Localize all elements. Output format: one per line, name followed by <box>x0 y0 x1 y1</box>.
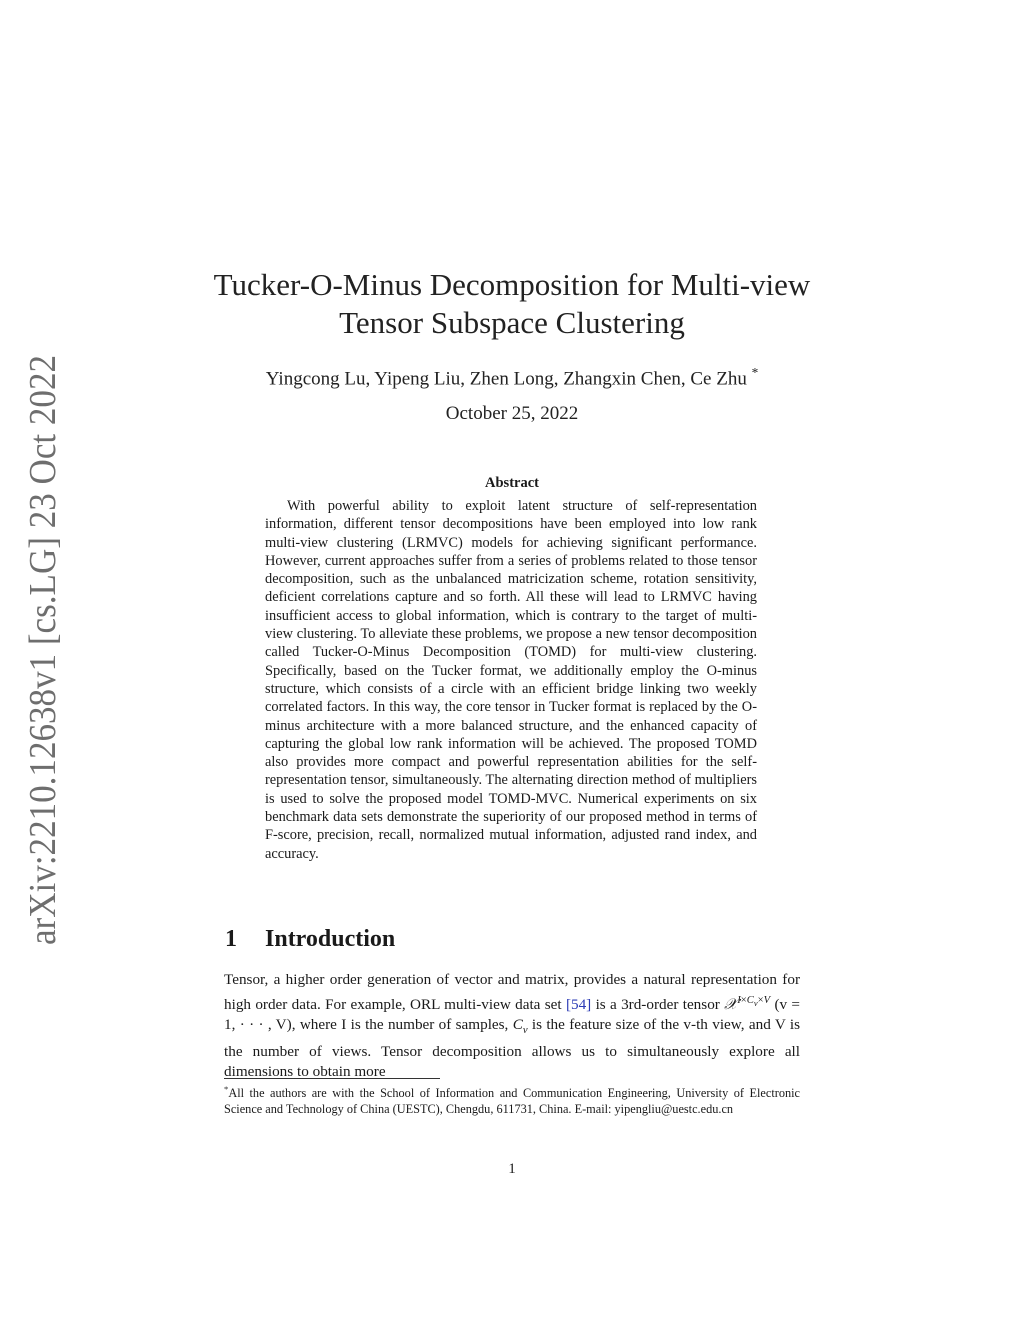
page-number: 1 <box>508 1161 516 1177</box>
paper-title-line-2: Tensor Subspace Clustering <box>339 305 685 340</box>
tensor-symbol: 𝒳$^{I\times C_v\times V}$ <box>724 994 771 1013</box>
intro-text-3: (v = 1, · · · , V), where I is the number of samples, <box>224 995 800 1034</box>
author-list <box>0 365 1024 390</box>
section-heading <box>225 926 395 953</box>
intro-text-2: is a 3rd-order tensor <box>591 995 725 1013</box>
arxiv-id-text: arXiv:2210.12638v1 [cs.LG] 23 Oct 2022 <box>22 305 64 945</box>
author-names: Yingcong Lu, Yipeng Liu, Zhen Long, Zhangxin Chen, Ce Zhu <box>265 368 747 390</box>
citation-link[interactable]: [54] <box>565 995 592 1013</box>
intro-text-1: Tensor, a higher order generation of vector and matrix, provides a natural representation for high order data. For example, ORL multi-view data set <box>224 971 800 1013</box>
cv-symbol: $C_v$ <box>512 1016 528 1037</box>
author-footnote-mark: * <box>751 365 759 380</box>
section-number: 1 <box>225 926 237 952</box>
paper-title-line-1: Tucker-O-Minus Decomposition for Multi-view <box>213 267 811 302</box>
footnote-mark: * <box>224 1084 229 1094</box>
footnote <box>224 1082 800 1117</box>
section-title: Introduction <box>265 926 396 952</box>
abstract-text: With powerful ability to exploit latent structure of self-representation information, different tensor decompositions have been employed into low rank multi-view clustering (LRMVC) models for achieving significant performance. However, current approaches suffer from a series of problems related to those tensor decomposition, such as the unbalanced matricization scheme, rotation sensitivity, deficient correlations capture and so forth. All these will lead to LRMVC having insufficient access to global information, which is contrary to the target of multi-view clustering. To alleviate these problems, we propose a new tensor decomposition called Tucker-O-Minus Decomposition (TOMD) for multi-view clustering. Specifically, based on the Tucker format, we additionally employ the O-minus structure, which consists of a circle with an efficient bridge linking two weekly correlated factors. In this way, the core tensor in Tucker format is replaced by the O-minus architecture with a more balanced structure, and the enhanced capacity of capturing the global low rank information will be achieved. The proposed TOMD also provides more compact and powerful representation abilities for the self-representation tensor, simultaneously. The alternating direction method of multipliers is used to solve the proposed model TOMD-MVC. Numerical experiments on six benchmark data sets demonstrate the superiority of our proposed method in terms of F-score, precision, recall, normalized mutual information, adjusted rand index, and accuracy. <box>265 498 757 862</box>
intro-text-4: is the feature size of the v-th view, and V is the number of views. Tensor decomposition allows us to simultaneously explore all dimensions to obtain more <box>224 1016 800 1081</box>
introduction-paragraph <box>224 970 800 1083</box>
footnote-rule <box>224 1078 440 1079</box>
footnote-text: All the authors are with the School of Information and Communication Engineering, University of Electronic Science and Technology of China (UESTC), Chengdu, 611731, China. E-mail: yipengliu@uestc.edu.cn <box>224 1086 800 1116</box>
abstract-heading: Abstract <box>485 475 539 491</box>
paper-date: October 25, 2022 <box>445 403 579 424</box>
